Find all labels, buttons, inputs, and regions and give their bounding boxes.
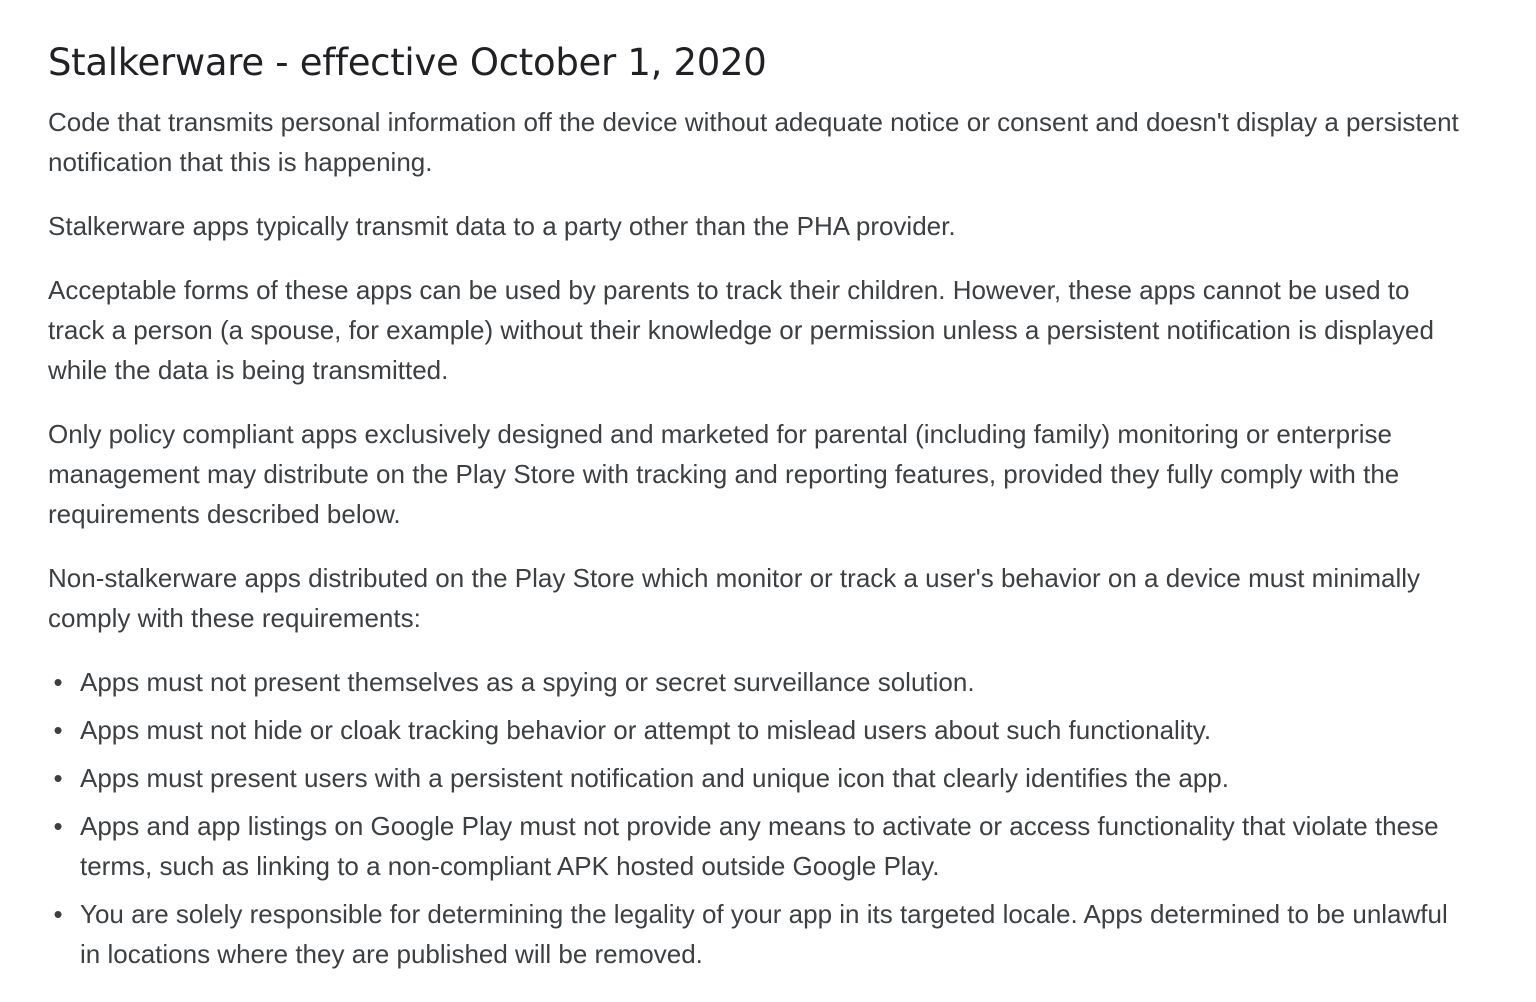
list-item-text: You are solely responsible for determining the legality of your app in its targeted locale. Apps determined to be unlawful in locations where they are published will be removed. (80, 899, 1448, 969)
list-item (48, 710, 1468, 750)
paragraph-requirements-intro: Non-stalkerware apps distributed on the Play Store which monitor or track a user's behavior on a device must minimally comply with these requirements: (48, 563, 1421, 633)
list-item (48, 662, 1468, 702)
requirements-list (48, 662, 1468, 974)
list-item-text: Apps must not hide or cloak tracking behavior or attempt to mislead users about such functionality. (80, 715, 1212, 745)
paragraph-definition: Code that transmits personal information off the device without adequate notice or consent and doesn't display a persistent notification that this is happening. (48, 107, 1459, 177)
bullet-icon: • (53, 763, 63, 793)
list-item (48, 806, 1468, 886)
list-item-text: Apps and app listings on Google Play must not provide any means to activate or access functionality that violate these terms, such as linking to a non-compliant APK hosted outside Google Play. (80, 811, 1439, 881)
paragraph-transmit: Stalkerware apps typically transmit data to a party other than the PHA provider. (48, 211, 956, 241)
list-item-text: Apps must not present themselves as a spying or secret surveillance solution. (80, 667, 975, 697)
paragraph-acceptable-forms: Acceptable forms of these apps can be used by parents to track their children. However, these apps cannot be used to track a person (a spouse, for example) without their knowledge or permission unless a persistent notification is displayed while the data is being transmitted. (48, 275, 1434, 385)
page-title: Stalkerware - effective October 1, 2020 (48, 41, 767, 84)
list-item (48, 758, 1468, 798)
paragraph-policy-compliant: Only policy compliant apps exclusively designed and marketed for parental (including family) monitoring or enterprise management may distribute on the Play Store with tracking and reporting features, provided they fully comply with the requirements described below. (48, 419, 1400, 529)
list-item (48, 894, 1468, 974)
bullet-icon: • (53, 899, 63, 929)
policy-document (48, 36, 1468, 982)
bullet-icon: • (53, 667, 63, 697)
bullet-icon: • (53, 715, 63, 745)
list-item-text: Apps must present users with a persistent notification and unique icon that clearly identifies the app. (80, 763, 1229, 793)
bullet-icon: • (53, 811, 63, 841)
